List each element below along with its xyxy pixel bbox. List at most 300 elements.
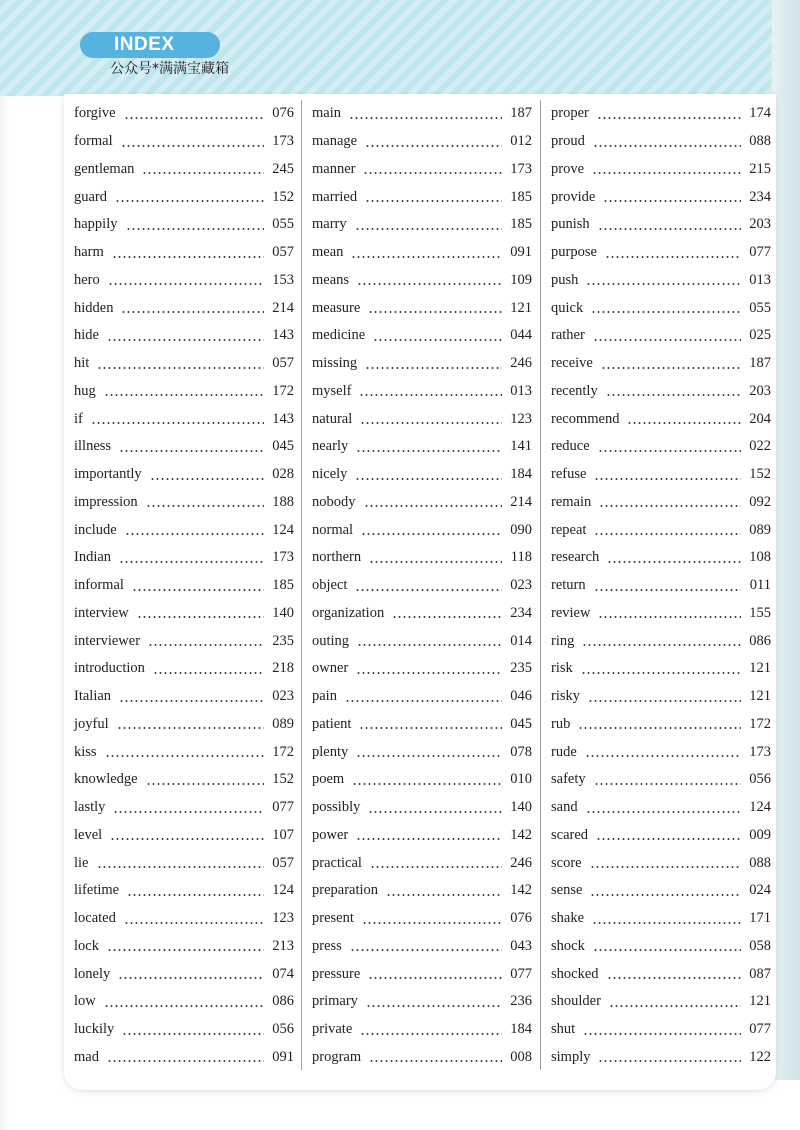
dot-leader bbox=[598, 606, 741, 620]
entry-word: risky bbox=[551, 688, 580, 705]
index-entry bbox=[312, 183, 532, 211]
entry-word: patient bbox=[312, 715, 352, 732]
entry-word: kiss bbox=[74, 743, 97, 760]
dot-leader bbox=[97, 856, 265, 870]
dot-leader bbox=[598, 440, 741, 454]
entry-page-number: 235 bbox=[272, 632, 294, 649]
index-entry bbox=[551, 239, 771, 267]
dot-leader bbox=[369, 551, 502, 565]
entry-page-number: 058 bbox=[749, 937, 771, 954]
index-entry bbox=[312, 766, 532, 794]
entry-word: purpose bbox=[551, 244, 597, 261]
entry-word: refuse bbox=[551, 466, 587, 483]
index-entry bbox=[74, 933, 294, 961]
dot-leader bbox=[368, 967, 502, 981]
dot-leader bbox=[356, 828, 502, 842]
entry-page-number: 074 bbox=[272, 965, 294, 982]
entry-word: hide bbox=[74, 327, 99, 344]
dot-leader bbox=[104, 384, 264, 398]
dot-leader bbox=[352, 773, 502, 787]
entry-word: Indian bbox=[74, 549, 112, 566]
dot-leader bbox=[127, 884, 264, 898]
dot-leader bbox=[104, 995, 264, 1009]
entry-word: shoulder bbox=[551, 993, 601, 1010]
entry-word: main bbox=[312, 105, 341, 122]
entry-page-number: 152 bbox=[749, 466, 771, 483]
entry-page-number: 011 bbox=[749, 577, 771, 594]
entry-word: shocked bbox=[551, 965, 599, 982]
index-entry bbox=[74, 378, 294, 406]
dot-leader bbox=[146, 773, 264, 787]
entry-word: hug bbox=[74, 382, 96, 399]
dot-leader bbox=[599, 495, 741, 509]
index-entry bbox=[74, 1044, 294, 1072]
dot-leader bbox=[607, 551, 741, 565]
dot-leader bbox=[142, 162, 264, 176]
entry-page-number: 077 bbox=[749, 244, 771, 261]
entry-word: include bbox=[74, 521, 117, 538]
index-entry bbox=[312, 988, 532, 1016]
index-entry bbox=[74, 516, 294, 544]
index-entry bbox=[551, 267, 771, 295]
index-entry bbox=[551, 1016, 771, 1044]
index-entry bbox=[74, 1016, 294, 1044]
entry-page-number: 121 bbox=[510, 299, 532, 316]
entry-word: means bbox=[312, 271, 350, 288]
index-entry bbox=[74, 294, 294, 322]
dot-leader bbox=[586, 801, 741, 815]
index-entry bbox=[312, 294, 532, 322]
entry-word: measure bbox=[312, 299, 361, 316]
dot-leader bbox=[593, 329, 741, 343]
entry-word: private bbox=[312, 1021, 353, 1038]
index-entry bbox=[74, 627, 294, 655]
dot-leader bbox=[593, 939, 741, 953]
entry-page-number: 023 bbox=[272, 688, 294, 705]
index-entry bbox=[74, 461, 294, 489]
index-entry bbox=[312, 461, 532, 489]
dot-leader bbox=[594, 523, 741, 537]
index-entry bbox=[312, 239, 532, 267]
entry-word: shake bbox=[551, 910, 585, 927]
entry-word: medicine bbox=[312, 327, 366, 344]
dot-leader bbox=[366, 995, 502, 1009]
entry-page-number: 091 bbox=[272, 1048, 294, 1065]
dot-leader bbox=[362, 912, 502, 926]
dot-leader bbox=[369, 1050, 502, 1064]
entry-word: program bbox=[312, 1048, 362, 1065]
entry-word: rude bbox=[551, 743, 577, 760]
dot-leader bbox=[363, 162, 502, 176]
index-entry bbox=[551, 683, 771, 711]
entry-page-number: 184 bbox=[510, 466, 532, 483]
entry-page-number: 056 bbox=[272, 1021, 294, 1038]
entry-word: pain bbox=[312, 688, 337, 705]
entry-word: impression bbox=[74, 493, 138, 510]
entry-word: proper bbox=[551, 105, 589, 122]
entry-word: scared bbox=[551, 826, 589, 843]
entry-word: nearly bbox=[312, 438, 349, 455]
entry-page-number: 123 bbox=[272, 910, 294, 927]
index-entry bbox=[312, 128, 532, 156]
index-entry bbox=[312, 1016, 532, 1044]
entry-page-number: 215 bbox=[749, 160, 771, 177]
entry-page-number: 121 bbox=[749, 660, 771, 677]
entry-page-number: 109 bbox=[510, 271, 532, 288]
index-entry bbox=[551, 100, 771, 128]
index-entry bbox=[74, 960, 294, 988]
index-entry bbox=[551, 350, 771, 378]
index-entry bbox=[74, 766, 294, 794]
entry-page-number: 218 bbox=[272, 660, 294, 677]
index-entry bbox=[74, 794, 294, 822]
index-entry bbox=[312, 405, 532, 433]
index-entry bbox=[551, 378, 771, 406]
entry-word: importantly bbox=[74, 466, 142, 483]
entry-word: proud bbox=[551, 133, 585, 150]
entry-page-number: 009 bbox=[749, 826, 771, 843]
index-entry bbox=[74, 683, 294, 711]
entry-word: organization bbox=[312, 604, 385, 621]
entry-word: rub bbox=[551, 715, 571, 732]
dot-leader bbox=[97, 357, 264, 371]
entry-page-number: 142 bbox=[510, 882, 532, 899]
dot-leader bbox=[594, 468, 741, 482]
index-entry bbox=[74, 100, 294, 128]
entry-page-number: 203 bbox=[749, 382, 771, 399]
index-entry bbox=[551, 405, 771, 433]
index-entry bbox=[312, 516, 532, 544]
index-entry bbox=[312, 627, 532, 655]
index-entry bbox=[74, 655, 294, 683]
entry-page-number: 173 bbox=[272, 133, 294, 150]
dot-leader bbox=[110, 828, 264, 842]
dot-leader bbox=[124, 912, 264, 926]
entry-page-number: 091 bbox=[510, 244, 532, 261]
index-entry bbox=[312, 905, 532, 933]
entry-page-number: 044 bbox=[510, 327, 532, 344]
entry-page-number: 214 bbox=[272, 299, 294, 316]
index-column-1 bbox=[74, 100, 294, 1071]
index-entry bbox=[74, 267, 294, 295]
dot-leader bbox=[368, 801, 502, 815]
entry-page-number: 008 bbox=[510, 1048, 532, 1065]
entry-word: Italian bbox=[74, 688, 112, 705]
entry-page-number: 086 bbox=[272, 993, 294, 1010]
entry-page-number: 089 bbox=[749, 521, 771, 538]
dot-leader bbox=[364, 495, 503, 509]
dot-leader bbox=[125, 523, 264, 537]
index-entry bbox=[551, 183, 771, 211]
entry-word: punish bbox=[551, 216, 590, 233]
dot-leader bbox=[122, 1023, 264, 1037]
dot-leader bbox=[119, 551, 264, 565]
entry-page-number: 124 bbox=[749, 799, 771, 816]
entry-word: nicely bbox=[312, 466, 348, 483]
page-edge-strip bbox=[772, 0, 800, 1080]
entry-page-number: 121 bbox=[749, 993, 771, 1010]
entry-word: located bbox=[74, 910, 116, 927]
entry-word: hidden bbox=[74, 299, 114, 316]
entry-page-number: 043 bbox=[510, 937, 532, 954]
entry-page-number: 092 bbox=[749, 493, 771, 510]
dot-leader bbox=[91, 412, 264, 426]
entry-word: mean bbox=[312, 244, 344, 261]
index-entry bbox=[551, 1044, 771, 1072]
entry-page-number: 185 bbox=[510, 216, 532, 233]
index-entry bbox=[551, 489, 771, 517]
dot-leader bbox=[153, 662, 264, 676]
dot-leader bbox=[601, 357, 741, 371]
index-entry bbox=[312, 794, 532, 822]
page-left-edge bbox=[0, 96, 10, 1130]
entry-page-number: 121 bbox=[749, 688, 771, 705]
index-entry bbox=[74, 489, 294, 517]
dot-leader bbox=[607, 967, 741, 981]
entry-page-number: 153 bbox=[272, 271, 294, 288]
dot-leader bbox=[597, 107, 741, 121]
dot-leader bbox=[594, 773, 741, 787]
dot-leader bbox=[590, 884, 741, 898]
entry-word: outing bbox=[312, 632, 350, 649]
dot-leader bbox=[108, 273, 264, 287]
index-entry bbox=[551, 433, 771, 461]
index-column-2 bbox=[312, 100, 532, 1071]
entry-page-number: 122 bbox=[749, 1048, 771, 1065]
entry-page-number: 246 bbox=[510, 355, 532, 372]
index-entry bbox=[74, 239, 294, 267]
entry-word: marry bbox=[312, 216, 347, 233]
entry-word: possibly bbox=[312, 799, 361, 816]
index-entry bbox=[551, 516, 771, 544]
index-entry bbox=[74, 156, 294, 184]
dot-leader bbox=[124, 107, 264, 121]
entry-page-number: 235 bbox=[510, 660, 532, 677]
watermark-text: 公众号*满满宝藏箱 bbox=[110, 61, 229, 77]
index-entry bbox=[74, 600, 294, 628]
entry-page-number: 077 bbox=[272, 799, 294, 816]
column-divider bbox=[540, 100, 541, 1070]
entry-word: lie bbox=[74, 854, 89, 871]
index-entry bbox=[312, 544, 532, 572]
index-entry bbox=[312, 322, 532, 350]
dot-leader bbox=[606, 384, 741, 398]
entry-word: lock bbox=[74, 937, 99, 954]
entry-word: sense bbox=[551, 882, 583, 899]
index-entry bbox=[551, 933, 771, 961]
entry-word: prove bbox=[551, 160, 585, 177]
entry-word: married bbox=[312, 188, 358, 205]
dot-leader bbox=[359, 717, 502, 731]
entry-word: nobody bbox=[312, 493, 356, 510]
dot-leader bbox=[592, 912, 741, 926]
entry-word: practical bbox=[312, 854, 362, 871]
index-title-badge: INDEX bbox=[80, 32, 220, 58]
entry-word: provide bbox=[551, 188, 596, 205]
dot-leader bbox=[119, 690, 264, 704]
index-entry bbox=[74, 128, 294, 156]
entry-page-number: 055 bbox=[272, 216, 294, 233]
entry-page-number: 107 bbox=[272, 826, 294, 843]
dot-leader bbox=[590, 856, 741, 870]
entry-word: hit bbox=[74, 355, 90, 372]
entry-word: quick bbox=[551, 299, 584, 316]
dot-leader bbox=[119, 440, 264, 454]
index-entry bbox=[312, 849, 532, 877]
entry-page-number: 025 bbox=[749, 327, 771, 344]
entry-word: safety bbox=[551, 771, 586, 788]
entry-word: present bbox=[312, 910, 354, 927]
entry-page-number: 045 bbox=[510, 715, 532, 732]
dot-leader bbox=[126, 218, 265, 232]
index-entry bbox=[312, 877, 532, 905]
index-entry bbox=[74, 544, 294, 572]
index-entry bbox=[312, 1044, 532, 1072]
entry-page-number: 234 bbox=[749, 188, 771, 205]
entry-word: pressure bbox=[312, 965, 361, 982]
entry-word: preparation bbox=[312, 882, 379, 899]
entry-word: happily bbox=[74, 216, 118, 233]
index-entry bbox=[551, 738, 771, 766]
entry-page-number: 012 bbox=[510, 133, 532, 150]
index-entry bbox=[74, 572, 294, 600]
dot-leader bbox=[609, 995, 741, 1009]
entry-word: natural bbox=[312, 410, 353, 427]
entry-page-number: 173 bbox=[272, 549, 294, 566]
entry-page-number: 141 bbox=[510, 438, 532, 455]
entry-page-number: 124 bbox=[272, 882, 294, 899]
entry-page-number: 045 bbox=[272, 438, 294, 455]
entry-page-number: 187 bbox=[510, 105, 532, 122]
entry-page-number: 140 bbox=[510, 799, 532, 816]
dot-leader bbox=[386, 884, 502, 898]
dot-leader bbox=[578, 717, 741, 731]
entry-page-number: 143 bbox=[272, 327, 294, 344]
index-entry bbox=[551, 600, 771, 628]
dot-leader bbox=[350, 939, 502, 953]
dot-leader bbox=[581, 662, 741, 676]
index-entry bbox=[312, 683, 532, 711]
index-entry bbox=[551, 849, 771, 877]
dot-leader bbox=[121, 301, 264, 315]
index-entry bbox=[551, 711, 771, 739]
index-entry bbox=[551, 794, 771, 822]
index-entry bbox=[551, 877, 771, 905]
index-entry bbox=[312, 378, 532, 406]
entry-word: return bbox=[551, 577, 586, 594]
index-column-3 bbox=[551, 100, 771, 1071]
entry-page-number: 124 bbox=[272, 521, 294, 538]
entry-page-number: 013 bbox=[510, 382, 532, 399]
dot-leader bbox=[594, 579, 741, 593]
entry-page-number: 057 bbox=[272, 244, 294, 261]
index-entry bbox=[551, 294, 771, 322]
entry-page-number: 077 bbox=[510, 965, 532, 982]
entry-page-number: 246 bbox=[510, 854, 532, 871]
dot-leader bbox=[355, 579, 502, 593]
entry-page-number: 108 bbox=[749, 549, 771, 566]
dot-leader bbox=[115, 190, 264, 204]
dot-leader bbox=[586, 273, 741, 287]
dot-leader bbox=[112, 246, 264, 260]
dot-leader bbox=[107, 1050, 264, 1064]
index-entry bbox=[74, 350, 294, 378]
index-entry bbox=[312, 600, 532, 628]
entry-word: power bbox=[312, 826, 349, 843]
entry-page-number: 185 bbox=[510, 188, 532, 205]
dot-leader bbox=[627, 412, 741, 426]
entry-word: remain bbox=[551, 493, 592, 510]
entry-page-number: 172 bbox=[272, 743, 294, 760]
entry-word: illness bbox=[74, 438, 112, 455]
entry-word: mad bbox=[74, 1048, 99, 1065]
index-entry bbox=[312, 156, 532, 184]
entry-word: level bbox=[74, 826, 103, 843]
index-entry bbox=[74, 822, 294, 850]
entry-word: informal bbox=[74, 577, 124, 594]
index-entry bbox=[74, 711, 294, 739]
dot-leader bbox=[593, 135, 741, 149]
entry-page-number: 234 bbox=[510, 604, 532, 621]
entry-word: formal bbox=[74, 133, 113, 150]
index-entry bbox=[74, 322, 294, 350]
entry-word: reduce bbox=[551, 438, 590, 455]
entry-page-number: 140 bbox=[272, 604, 294, 621]
dot-leader bbox=[583, 1023, 741, 1037]
index-entry bbox=[312, 960, 532, 988]
entry-page-number: 245 bbox=[272, 160, 294, 177]
dot-leader bbox=[150, 468, 264, 482]
entry-word: push bbox=[551, 271, 579, 288]
entry-word: harm bbox=[74, 244, 104, 261]
entry-word: forgive bbox=[74, 105, 116, 122]
index-entry bbox=[551, 822, 771, 850]
entry-page-number: 174 bbox=[749, 105, 771, 122]
dot-leader bbox=[137, 606, 264, 620]
index-entry bbox=[551, 766, 771, 794]
index-entry bbox=[551, 627, 771, 655]
entry-word: shock bbox=[551, 937, 585, 954]
entry-page-number: 172 bbox=[272, 382, 294, 399]
entry-word: guard bbox=[74, 188, 108, 205]
entry-page-number: 172 bbox=[749, 715, 771, 732]
dot-leader bbox=[118, 967, 264, 981]
dot-leader bbox=[355, 468, 502, 482]
entry-word: northern bbox=[312, 549, 362, 566]
dot-leader bbox=[365, 190, 502, 204]
index-entry bbox=[551, 960, 771, 988]
entry-page-number: 142 bbox=[510, 826, 532, 843]
entry-page-number: 213 bbox=[272, 937, 294, 954]
index-entry bbox=[312, 433, 532, 461]
index-entry bbox=[551, 544, 771, 572]
entry-page-number: 204 bbox=[749, 410, 771, 427]
index-entry bbox=[74, 877, 294, 905]
entry-word: press bbox=[312, 937, 342, 954]
dot-leader bbox=[107, 329, 264, 343]
entry-word: owner bbox=[312, 660, 349, 677]
column-divider bbox=[301, 100, 302, 1070]
index-entry bbox=[312, 100, 532, 128]
entry-word: repeat bbox=[551, 521, 587, 538]
dot-leader bbox=[361, 523, 502, 537]
index-entry bbox=[74, 433, 294, 461]
dot-leader bbox=[373, 329, 502, 343]
dot-leader bbox=[596, 828, 741, 842]
dot-leader bbox=[349, 107, 502, 121]
entry-word: lonely bbox=[74, 965, 111, 982]
entry-word: poem bbox=[312, 771, 345, 788]
